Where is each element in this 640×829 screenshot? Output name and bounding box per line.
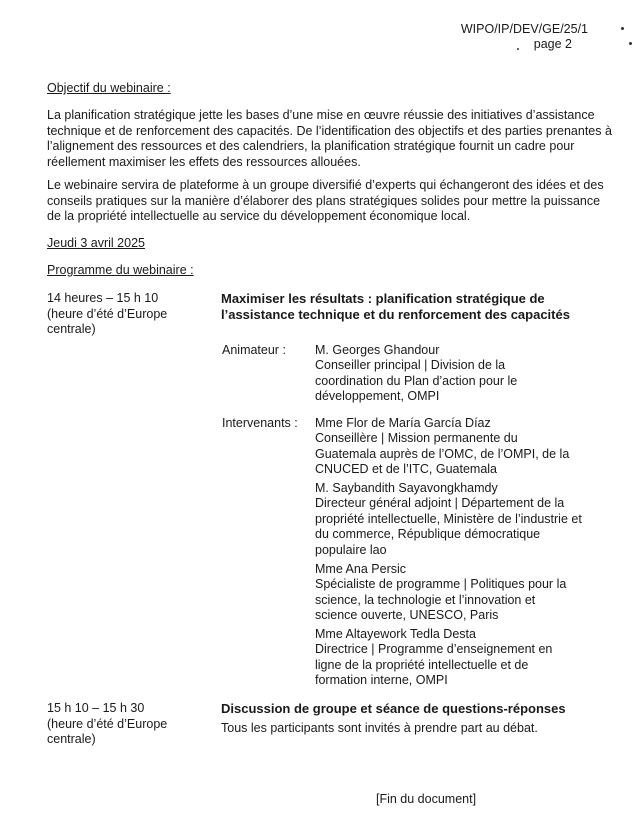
session-2-time: 15 h 10 – 15 h 30 (heure d’été d’Europe centrale) xyxy=(47,701,168,746)
speaker-4-role: Directrice | Programme d’enseignement en ligne de la propriété intellectuelle et de formation interne, OMPI xyxy=(315,642,553,687)
speakers-label: Intervenants : xyxy=(222,416,298,430)
document-reference xyxy=(461,22,588,52)
end-of-document: [Fin du document] xyxy=(376,792,477,806)
session-2-title: Discussion de groupe et séance de questions-réponses xyxy=(221,701,566,716)
speaker-3-role: Spécialiste de programme | Politiques pour la science, la technologie et l’innovation et science ouverte, UNESCO, Paris xyxy=(315,577,567,622)
scan-speck xyxy=(621,27,624,30)
scan-speck xyxy=(517,48,519,50)
scan-speck xyxy=(629,42,632,45)
moderator-label: Animateur : xyxy=(222,343,286,357)
speaker-2-role: Directeur général adjoint | Département de la propriété intellectuelle, Ministère de l’industrie et du commerce, République démocratique populaire lao xyxy=(315,496,582,557)
page-number: page 2 xyxy=(533,37,572,51)
webinar-date: Jeudi 3 avril 2025 xyxy=(47,236,145,250)
session-2-text: Tous les participants sont invités à prendre part au débat. xyxy=(221,721,538,735)
moderator-name: M. Georges Ghandour xyxy=(315,343,440,357)
speaker-3-name: Mme Ana Persic xyxy=(315,562,407,576)
speaker-2-name: M. Saybandith Sayavongkhamdy xyxy=(315,481,498,495)
program-heading: Programme du webinaire : xyxy=(47,263,194,277)
session-1-title: Maximiser les résultats : planification stratégique de l’assistance technique et du renforcement des capacités xyxy=(221,291,570,322)
moderator-role: Conseiller principal | Division de la coordination du Plan d’action pour le développement, OMPI xyxy=(315,358,518,403)
speaker-1-name: Mme Flor de María García Díaz xyxy=(315,416,491,430)
document-symbol: WIPO/IP/DEV/GE/25/1 xyxy=(460,22,588,36)
speaker-1-role: Conseillère | Mission permanente du Guatemala auprès de l’OMC, de l’OMPI, de la CNUCED et de l’ITC, Guatemala xyxy=(315,431,570,476)
objective-paragraph-2: Le webinaire servira de plateforme à un groupe diversifié d’experts qui échangeront des idées et des conseils pratiques sur la manière d’élaborer des plans stratégiques solides pour mettre la puissance de la propriété intellectuelle au service du développement économique local. xyxy=(47,178,604,223)
objective-paragraph-1: La planification stratégique jette les bases d’une mise en œuvre réussie des initiatives d’assistance technique et de renforcement des capacités. De l’identification des objectifs et des parties prenantes à l’alignement des ressources et des calendriers, la planification stratégique fournit un cadre pour réellement maximiser les effets des ressources allouées. xyxy=(47,108,612,169)
objective-heading: Objectif du webinaire : xyxy=(47,81,171,95)
session-1-time: 14 heures – 15 h 10 (heure d’été d’Europe centrale) xyxy=(47,291,168,336)
speaker-4-name: Mme Altayework Tedla Desta xyxy=(315,627,476,641)
